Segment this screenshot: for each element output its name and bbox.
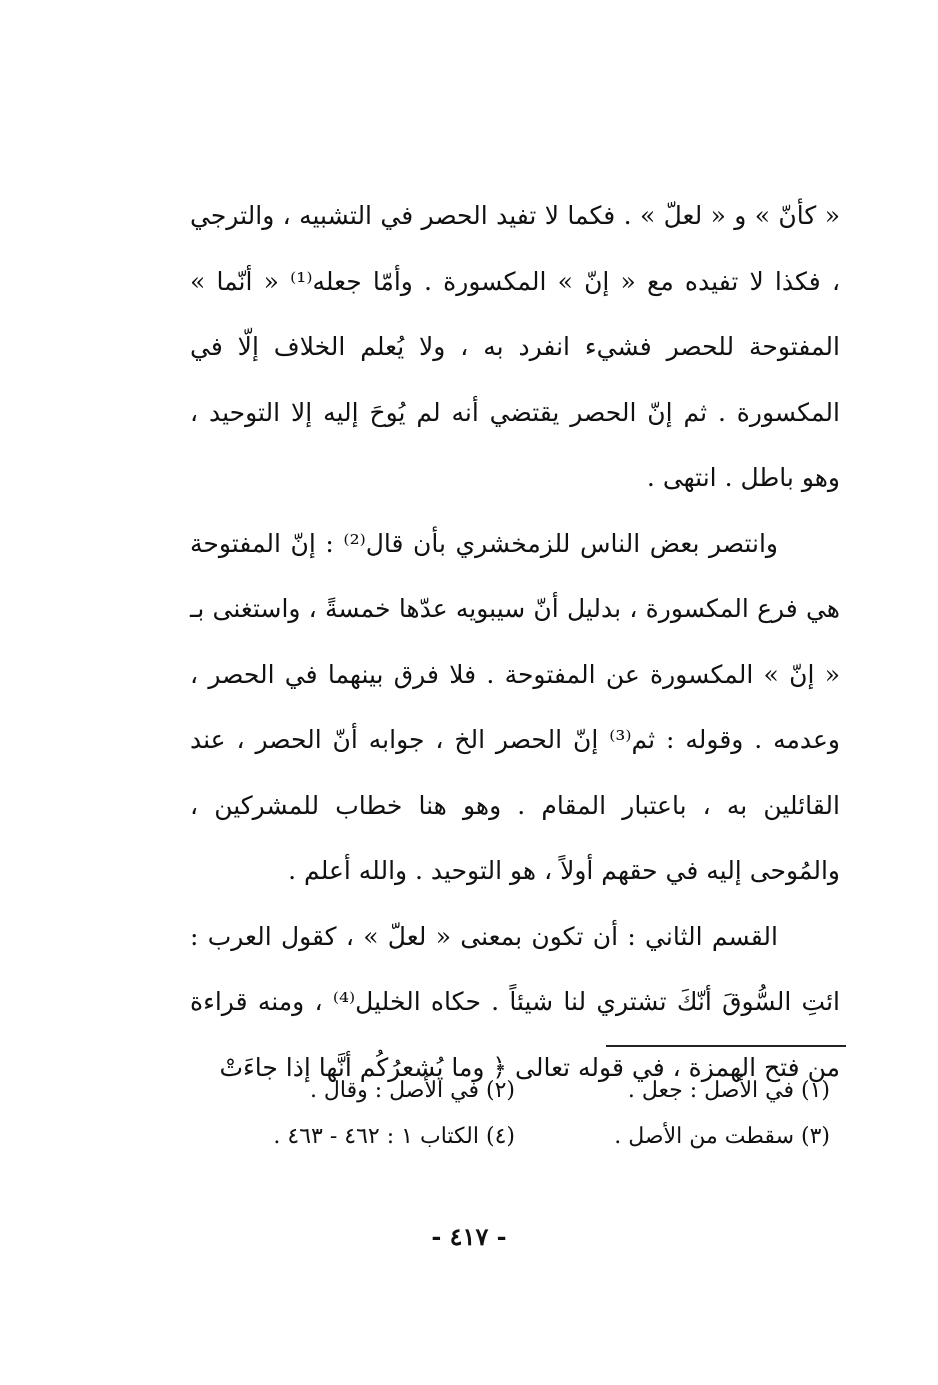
paragraph-2: وانتصر بعض الناس للزمخشري بأن قال⁽²⁾ : إنّ المفتوحة هي فرع المكسورة ، بدليل أنّ سيبويه عدّها خمسةً ، واستغنى بـ « إنّ » المكسورة عن المفتوحة . فلا فرق بينهما في الحصر ، وعدمه . وقوله : ثم⁽³⁾ إنّ الحصر الخ ، جوابه أنّ الحصر ، عند القائلين به ، باعتبار المقام . وهو هنا خطاب للمشركين ، والمُوحى إليه في حقهم أولاً ، هو التوحيد . والله أعلم . — [190, 528, 841, 885]
footnote-4: (٤) الكتاب ١ : ٤٦٢ - ٤٦٣ . — [273, 1124, 515, 1149]
footnote-row-2 — [200, 1114, 830, 1160]
footnote-1: (١) في الأصل : جعل . — [627, 1078, 830, 1103]
footnote-2: (٢) في الأصل : وقال . — [309, 1078, 515, 1103]
footnote-divider — [606, 1045, 846, 1047]
page-number: - ٤١٧ - — [431, 1222, 507, 1251]
footnote-3: (٣) سقطت من الأصل . — [614, 1124, 830, 1149]
paragraph-1: « كأنّ » و « لعلّ » . فكما لا تفيد الحصر في التشبيه ، والترجي ، فكذا لا تفيده مع « إنّ » المكسورة . وأمّا جعله⁽¹⁾ « أنّما » المفتوحة للحصر فشيء انفرد به ، ولا يُعلم الخلاف إلّا في المكسورة . ثم إنّ الحصر يقتضي أنه لم يُوحَ إليه إلا التوحيد ، وهو باطل . انتهى . — [190, 201, 841, 492]
paragraph-3: القسم الثاني : أن تكون بمعنى « لعلّ » ، كقول العرب : ائتِ السُّوقَ أنّكَ تشتري لنا شيئاً . حكاه الخليل⁽⁴⁾ ، ومنه قراءة من فتح الهمزة ، في قوله تعالى ﴿ وما يُشعرُكُم أنَّها إذا جاءَتْ — [190, 921, 840, 1082]
main-text — [190, 183, 840, 1100]
footnote-row-1 — [200, 1068, 830, 1114]
footnotes — [200, 1068, 830, 1160]
